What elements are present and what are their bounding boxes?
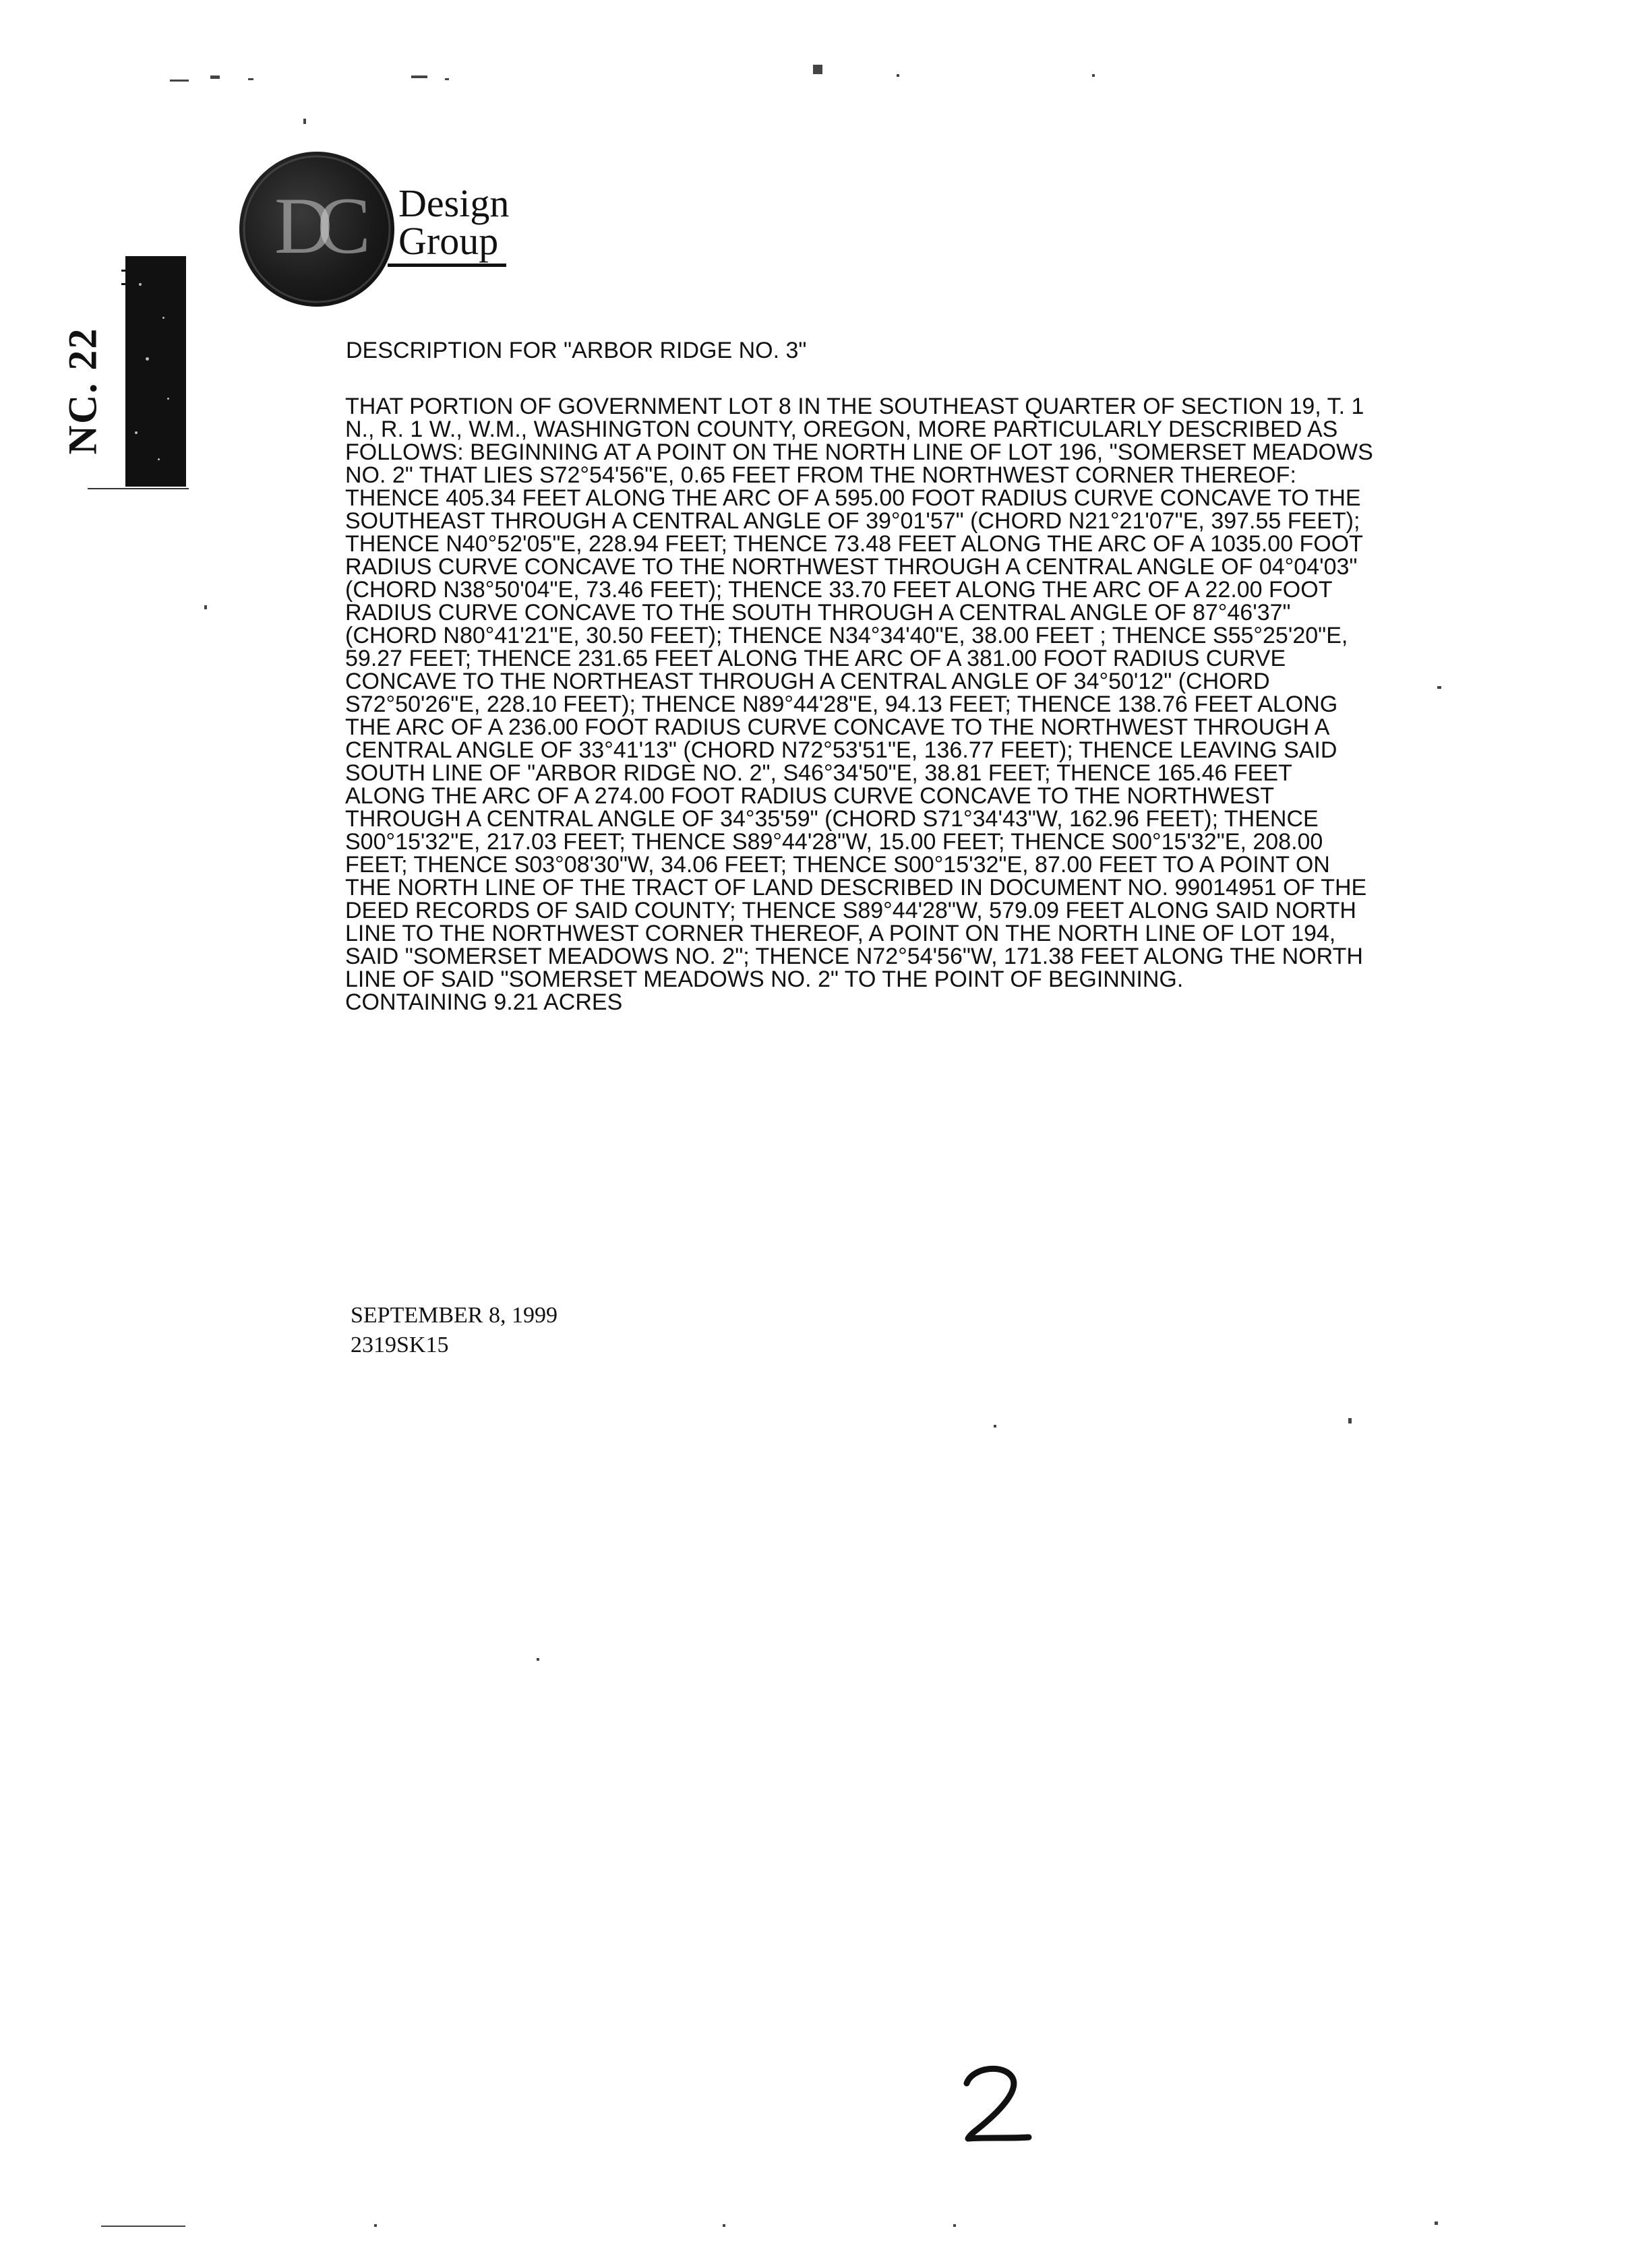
description-line: CENTRAL ANGLE OF 33°41'13" (CHORD N72°53'51"E, 136.77 FEET); THENCE LEAVING SAID — [345, 737, 1337, 763]
description-line: 59.27 FEET; THENCE 231.65 FEET ALONG THE ARC OF A 381.00 FOOT RADIUS CURVE — [345, 646, 1286, 671]
description-line: RADIUS CURVE CONCAVE TO THE SOUTH THROUGH A CENTRAL ANGLE OF 87°46'37" — [345, 600, 1291, 625]
description-line: NO. 2" THAT LIES S72°54'56"E, 0.65 FEET FROM THE NORTHWEST CORNER THEREOF: — [345, 462, 1296, 488]
margin-stamp-bar — [125, 256, 186, 487]
scan-speck — [374, 2224, 377, 2227]
description-line: CONTAINING 9.21 ACRES — [345, 989, 623, 1015]
scan-speck — [723, 2224, 725, 2227]
description-line: SAID "SOMERSET MEADOWS NO. 2"; THENCE N72°54'56"W, 171.38 FEET ALONG THE NORTH — [345, 944, 1363, 969]
svg-text:D: D — [274, 181, 333, 270]
description-line: (CHORD N38°50'04"E, 73.46 FEET); THENCE 33.70 FEET ALONG THE ARC OF A 22.00 FOOT — [345, 577, 1333, 603]
job-number: 2319SK15 — [351, 1332, 449, 1357]
description-line: FEET; THENCE S03°08'30"W, 34.06 FEET; THENCE S00°15'32"E, 87.00 FEET TO A POINT ON — [345, 852, 1330, 878]
logo-word-group: Group — [398, 219, 499, 263]
scan-speck — [813, 65, 822, 74]
scan-speck — [411, 75, 427, 78]
scan-speck — [445, 78, 449, 80]
margin-tick — [121, 270, 128, 272]
description-line: THE ARC OF A 236.00 FOOT RADIUS CURVE CONCAVE TO THE NORTHWEST THROUGH A — [345, 714, 1330, 740]
margin-rule — [88, 488, 189, 489]
scan-speck — [204, 605, 207, 609]
logo-word-design: Design — [398, 181, 510, 225]
scan-speck — [1348, 1418, 1352, 1423]
legal-description-body — [345, 395, 1373, 1014]
description-line: ALONG THE ARC OF A 274.00 FOOT RADIUS CURVE CONCAVE TO THE NORTHWEST — [345, 783, 1274, 809]
svg-text:C: C — [317, 181, 371, 270]
description-line: DEED RECORDS OF SAID COUNTY; THENCE S89°44'28"W, 579.09 FEET ALONG SAID NORTH — [345, 898, 1356, 923]
description-line: N., R. 1 W., W.M., WASHINGTON COUNTY, OREGON, MORE PARTICULARLY DESCRIBED AS — [345, 417, 1338, 442]
scan-speck — [1435, 2221, 1438, 2225]
logo-emblem — [239, 152, 394, 307]
description-line: RADIUS CURVE CONCAVE TO THE NORTHWEST THROUGH A CENTRAL ANGLE OF 04°04'03" — [345, 554, 1358, 580]
margin-stamp-text: NC. 22 — [60, 327, 105, 455]
scan-speck — [994, 1425, 996, 1428]
description-line: (CHORD N80°41'21"E, 30.50 FEET); THENCE N34°34'40"E, 38.00 FEET ; THENCE S55°25'20"E, — [345, 623, 1348, 648]
scan-speck — [170, 80, 189, 82]
description-line: S00°15'32"E, 217.03 FEET; THENCE S89°44'28"W, 15.00 FEET; THENCE S00°15'32"E, 208.00 — [345, 829, 1323, 855]
company-logo — [239, 152, 536, 313]
bottom-rule — [101, 2226, 185, 2227]
scan-speck — [248, 78, 253, 80]
scan-speck — [897, 74, 899, 77]
description-line: S72°50'26"E, 228.10 FEET); THENCE N89°44'28"E, 94.13 FEET; THENCE 138.76 FEET ALONG — [345, 692, 1338, 717]
scan-speck — [1437, 686, 1441, 689]
description-line: SOUTHEAST THROUGH A CENTRAL ANGLE OF 39°01'57" (CHORD N21°21'07"E, 397.55 FEET); — [345, 508, 1360, 534]
logo-underline — [388, 264, 506, 267]
description-line: THENCE 405.34 FEET ALONG THE ARC OF A 595.00 FOOT RADIUS CURVE CONCAVE TO THE — [345, 485, 1361, 511]
description-heading: DESCRIPTION FOR "ARBOR RIDGE NO. 3" — [346, 338, 807, 363]
document-date: SEPTEMBER 8, 1999 — [351, 1303, 558, 1328]
description-line: LINE TO THE NORTHWEST CORNER THEREOF, A POINT ON THE NORTH LINE OF LOT 194, — [345, 921, 1336, 946]
scan-speck — [537, 1658, 539, 1661]
description-line: THE NORTH LINE OF THE TRACT OF LAND DESCRIBED IN DOCUMENT NO. 99014951 OF THE — [345, 875, 1367, 900]
scan-speck — [210, 75, 220, 79]
scan-speck — [953, 2224, 956, 2227]
description-line: THROUGH A CENTRAL ANGLE OF 34°35'59" (CHORD S71°34'43"W, 162.96 FEET); THENCE — [345, 806, 1319, 832]
description-line: LINE OF SAID "SOMERSET MEADOWS NO. 2" TO THE POINT OF BEGINNING. — [345, 967, 1184, 992]
description-line: THENCE N40°52'05"E, 228.94 FEET; THENCE 73.48 FEET ALONG THE ARC OF A 1035.00 FOOT — [345, 531, 1363, 557]
description-line: THAT PORTION OF GOVERNMENT LOT 8 IN THE SOUTHEAST QUARTER OF SECTION 19, T. 1 — [345, 394, 1364, 419]
handwritten-page-number — [957, 2059, 1038, 2147]
description-line: FOLLOWS: BEGINNING AT A POINT ON THE NORTH LINE OF LOT 196, "SOMERSET MEADOWS — [345, 439, 1373, 465]
description-line: SOUTH LINE OF "ARBOR RIDGE NO. 2", S46°34'50"E, 38.81 FEET; THENCE 165.46 FEET — [345, 760, 1292, 786]
footer-info — [351, 1301, 558, 1360]
margin-tick — [121, 283, 128, 285]
scan-speck — [303, 119, 306, 124]
description-line: CONCAVE TO THE NORTHEAST THROUGH A CENTRAL ANGLE OF 34°50'12" (CHORD — [345, 669, 1270, 694]
scan-speck — [1092, 74, 1095, 77]
